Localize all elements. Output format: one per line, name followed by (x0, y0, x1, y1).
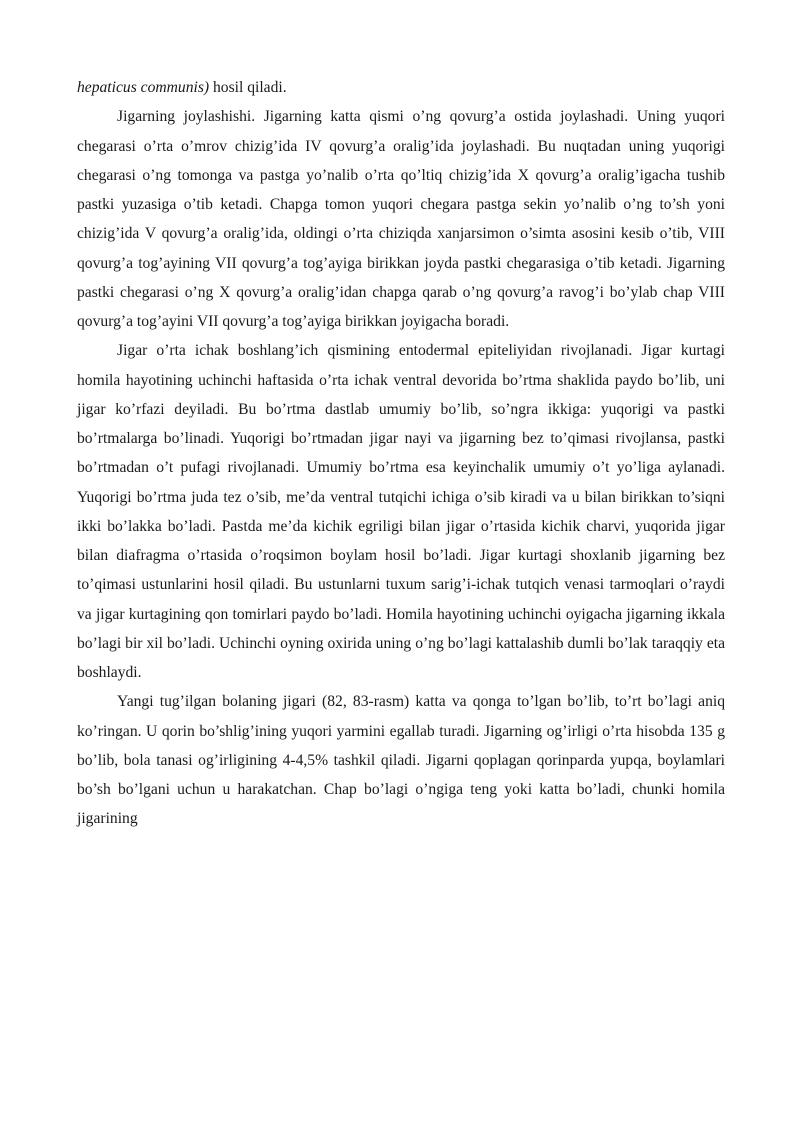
paragraph-liver-development: Jigar o’rta ichak boshlang’ich qismining entodermal epiteliyidan rivojlanadi. Jigar kurtagi homila hayotining uchinchi haftasida o’rta ichak ventral devorida bo’rtma shaklida paydo bo’lib, uni jigar ko’rfazi deyiladi. Bu bo’rtma dastlab umumiy bo’lib, so’ngra ikkiga: yuqorigi va pastki bo’rtmalarga bo’linadi. Yuqorigi bo’rtmadan jigar nayi va jigarning bez to’qimasi rivojlansa, pastki bo’rtmadan o’t pufagi rivojlanadi. Umumiy bo’rtma esa keyinchalik umumiy o’t yo’liga aylanadi. Yuqorigi bo’rtma juda tez o’sib, me’da ventral tutqichi ichiga o’sib kiradi va u bilan birikkan to’siqni ikki bo’lakka bo’ladi. Pastda me’da kichik egriligi bilan jigar o’rtasida kichik charvi, yuqorida jigar bilan diafragma o’rtasida o’roqsimon boylam hosil bo’ladi. Jigar kurtagi shoxlanib jigarning bez to’qimasi ustunlarini hosil qiladi. Bu ustunlarni tuxum sarig’i-ichak tutqich venasi tarmoqlari o’raydi va jigar kurtagining qon tomirlari paydo bo’ladi. Homila hayotining uchinchi oyigacha jigarning ikkala bo’lagi bir xil bo’ladi. Uchinchi oyning oxirida uning o’ng bo’lagi kattalashib dumli bo’lak taraqqiy eta boshlaydi. (77, 342, 725, 681)
paragraph-text: hosil qiladi. (209, 79, 287, 96)
paragraph-continuation (77, 73, 725, 102)
paragraph-liver-location: Jigarning joylashishi. Jigarning katta qismi o’ng qovurg’a ostida joylashadi. Uning yuqori chegarasi o’rta o’mrov chizig’ida IV qovurg’a oralig’ida joylashadi. Bu nuqtadan uning yuqorigi chegarasi o’ng tomonga va pastga yo’nalib o’rta qo’ltiq chizig’ida X qovurg’a oralig’igacha tushib pastki yuzasiga o’tib ketadi. Chapga tomon yuqori chegara pastga sekin yo’nalib o’ng to’sh yoni chizig’ida V qovurg’a oralig’ida, oldingi o’rta chiziqda xanjarsimon o’simta asosini kesib o’tib, VIII qovurg’a tog’ayining VII qovurg’a tog’ayiga birikkan joyda pastki chegarasiga o’tib ketadi. Jigarning pastki chegarasi o’ng X qovurg’a oralig’idan chapga qarab o’ng qovurg’a ravog’i bo’ylab chap VIII qovurg’a tog’ayini VII qovurg’a tog’ayiga birikkan joyigacha boradi. (77, 108, 725, 330)
italic-term: hepaticus communis) (77, 79, 210, 96)
paragraph-newborn-liver: Yangi tug’ilgan bolaning jigari (82, 83-rasm) katta va qonga to’lgan bo’lib, to’rt bo’lagi aniq ko’ringan. U qorin bo’shlig’ining yuqori yarmini egallab turadi. Jigarning og’irligi o’rta hisobda 135 g bo’lib, bola tanasi og’irligining 4-4,5% tashkil qiladi. Jigarni qoplagan qorinparda yupqa, boylamlari bo’sh bo’lgani uchun u harakatchan. Chap bo’lagi o’ngiga teng yoki katta bo’ladi, chunki homila jigarining (77, 693, 725, 828)
document-body (77, 73, 725, 834)
